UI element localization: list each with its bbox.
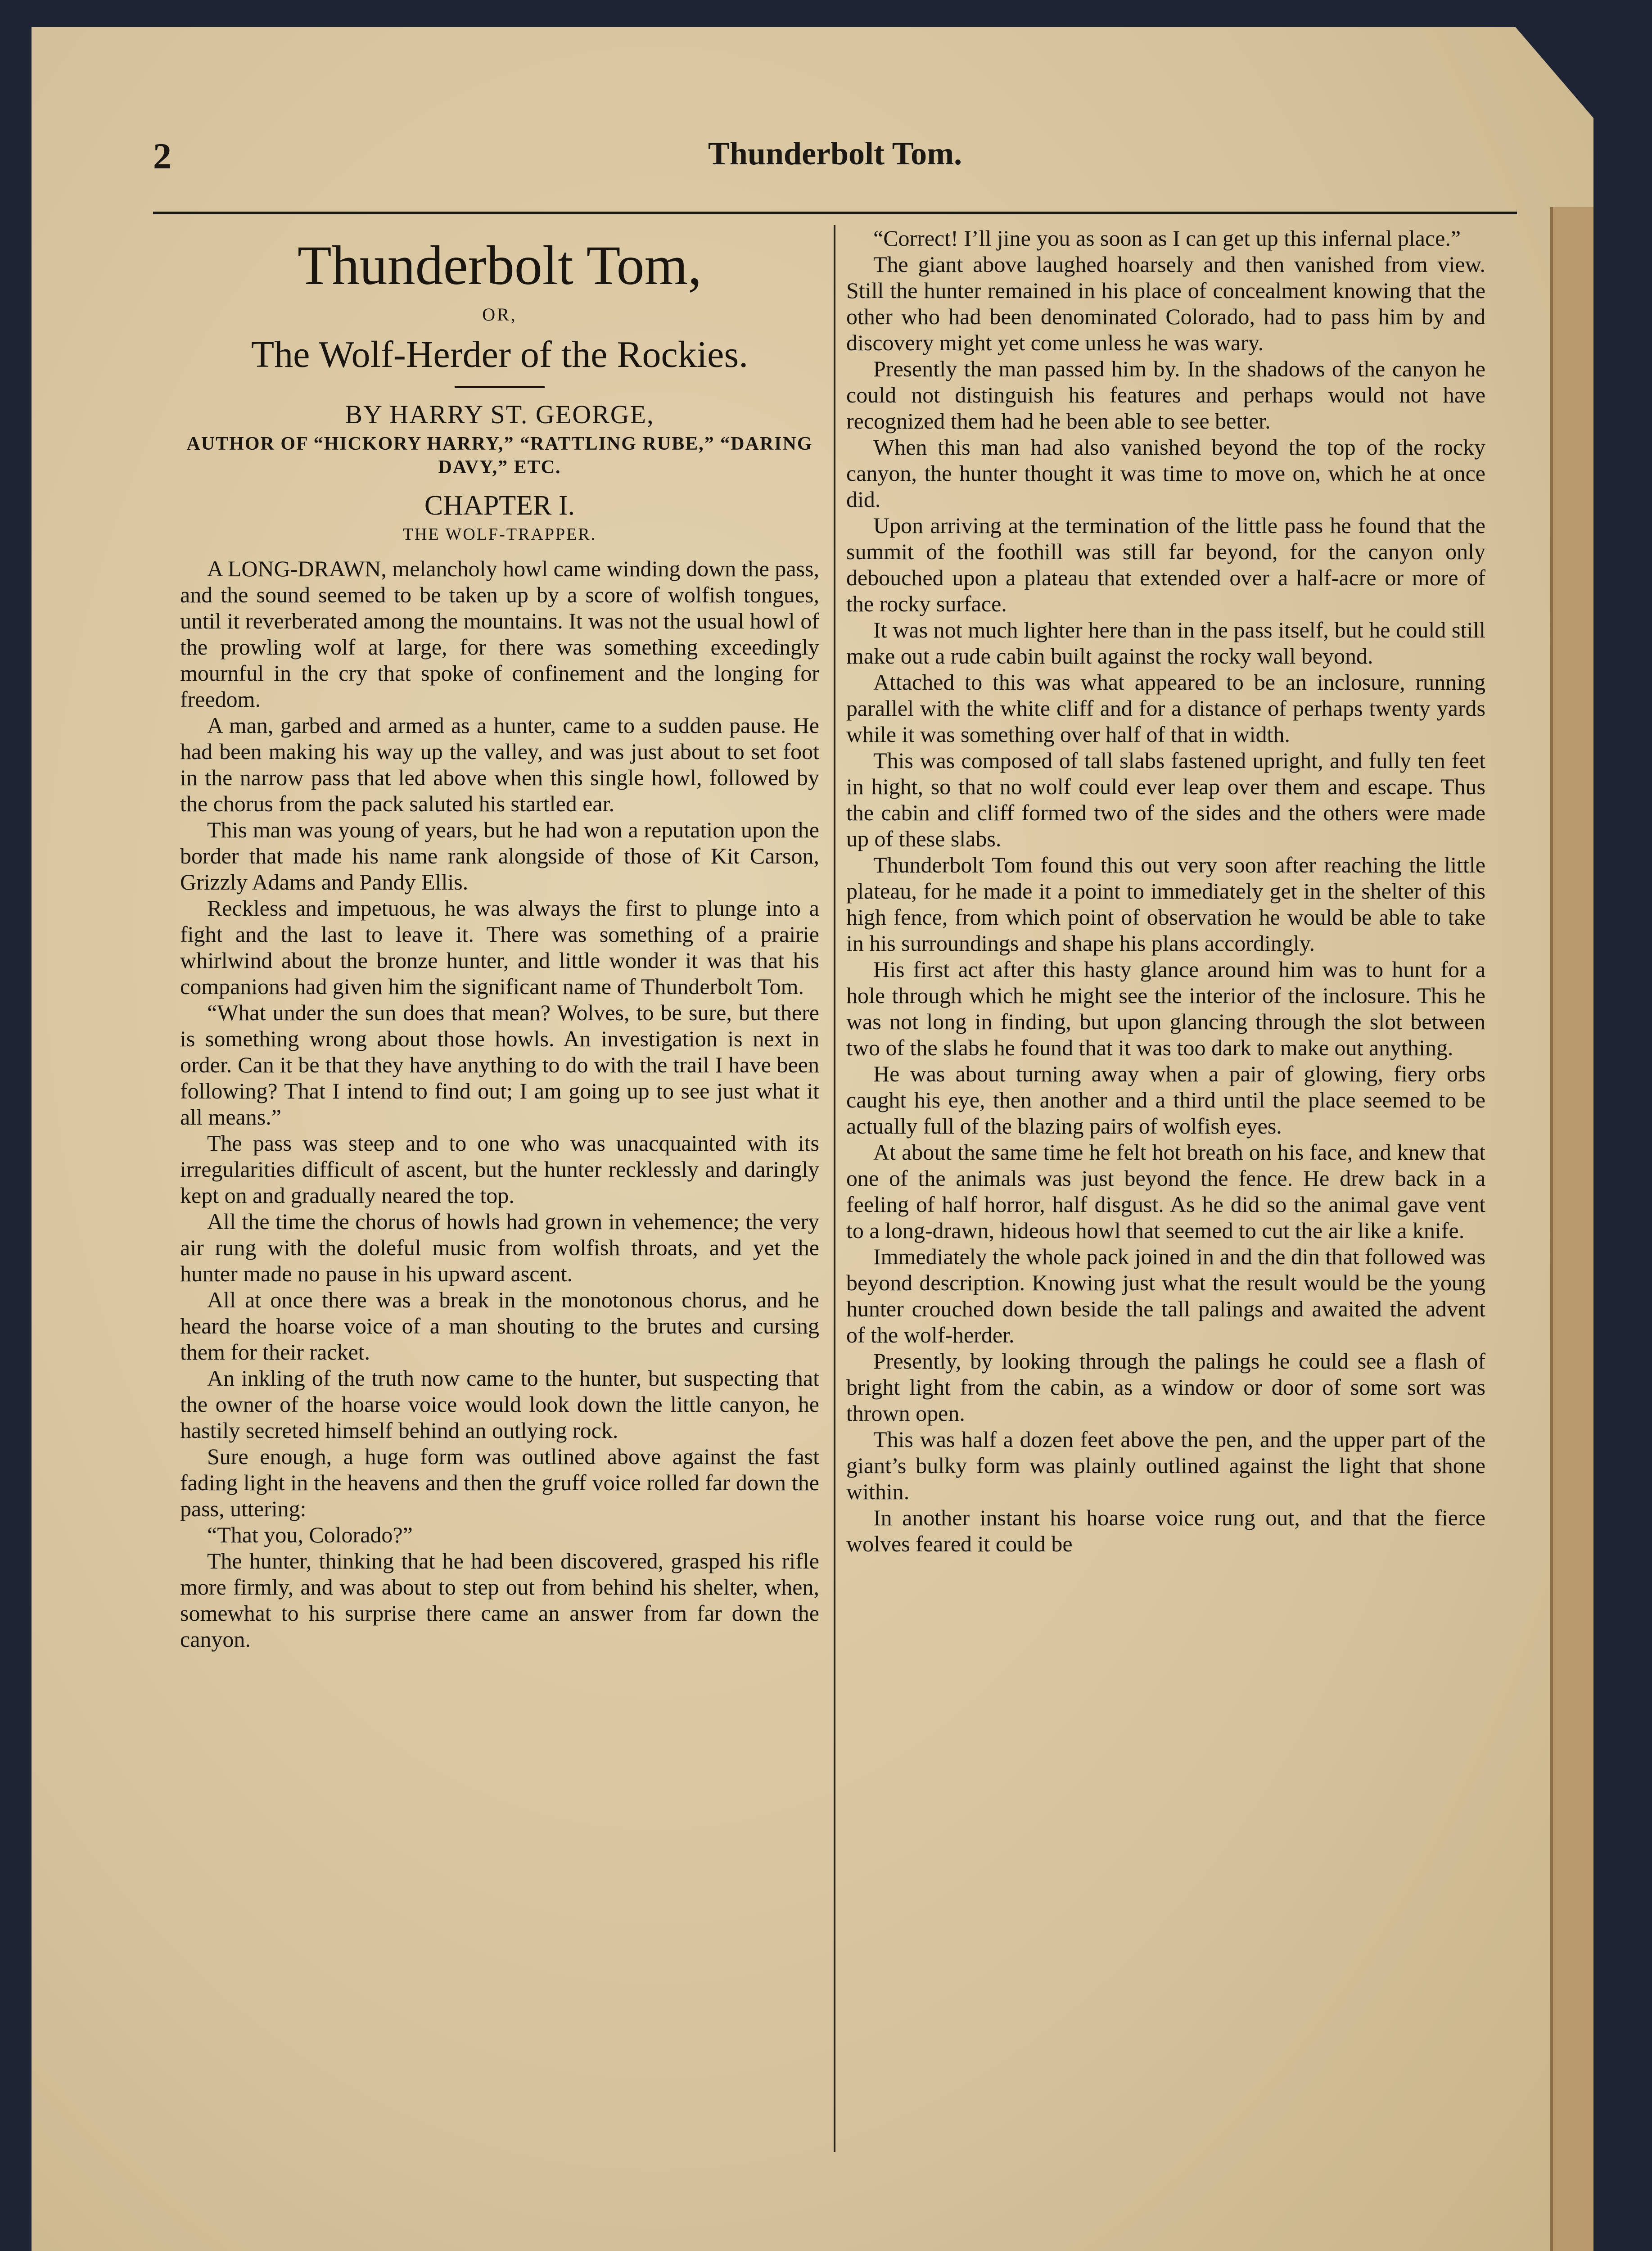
paragraph: Upon arriving at the termination of the little pass he found that the summit of the foothill was still far beyond, for the canyon only debouched upon a plateau that extended over a half-acre or more of the rocky surface. bbox=[846, 513, 1485, 616]
paragraph: An inkling of the truth now came to the hunter, but suspecting that the owner of the hoarse voice would look down the little canyon, he hastily secreted himself behind an outlying rock. bbox=[180, 1365, 819, 1443]
paragraph: In another instant his hoarse voice rung out, and that the fierce wolves feared it could be bbox=[846, 1505, 1485, 1556]
paragraph: This was composed of tall slabs fastened upright, and fully ten feet in hight, so that no wolf could ever leap over them and escape. Thus the cabin and cliff formed two of the sides and the others were made up of these slabs. bbox=[846, 748, 1485, 851]
chapter-heading: CHAPTER I. bbox=[424, 490, 575, 521]
adjacent-page-edge bbox=[1550, 207, 1593, 2251]
header-rule bbox=[153, 212, 1517, 214]
paragraph: At about the same time he felt hot breath on his face, and knew that one of the animals was just beyond the fence. He drew back in a feeling of half horror, half disgust. As he did so the animal gave vent to a long-drawn, hideous howl that seemed to cut the air like a knife. bbox=[846, 1139, 1485, 1243]
paragraph: He was about turning away when a pair of glowing, fiery orbs caught his eye, then another and a third until the place seemed to be actually full of the blazing pairs of wolfish eyes. bbox=[846, 1061, 1485, 1139]
story-title: Thunderbolt Tom, bbox=[297, 235, 702, 296]
left-paragraphs bbox=[180, 556, 819, 1652]
running-title: Thunderbolt Tom. bbox=[708, 136, 962, 172]
paragraph: Presently the man passed him by. In the shadows of the canyon he could not distinguish his features and perhaps would not have recognized them had he been able to see better. bbox=[846, 356, 1485, 434]
paragraph: Immediately the whole pack joined in and the din that followed was beyond description. Knowing just what the result would be the young hunter crouched down beside the tall palings and awaited the advent of the wolf-herder. bbox=[846, 1244, 1485, 1347]
paragraph: Presently, by looking through the palings he could see a flash of bright light from the cabin, as a window or door of some sort was thrown open. bbox=[846, 1348, 1485, 1426]
paragraph: When this man had also vanished beyond the top of the rocky canyon, the hunter thought it was time to move on, which he at once did. bbox=[846, 434, 1485, 512]
paragraph: “Correct! I’ll jine you as soon as I can get up this infernal place.” bbox=[873, 226, 1461, 251]
title-or: OR, bbox=[482, 304, 517, 325]
paragraph: Attached to this was what appeared to be an inclosure, running parallel with the white cliff and for a distance of perhaps twenty yards while it was something over half of that in width. bbox=[846, 669, 1485, 747]
byline: BY HARRY ST. GEORGE, bbox=[345, 400, 654, 429]
chapter-title: THE WOLF-TRAPPER. bbox=[402, 525, 597, 544]
paragraph: Thunderbolt Tom found this out very soon after reaching the little plateau, for he made it a point to immediately get in the shelter of this high fence, from which point of observation he would be able to take in his surroundings and shape his plans accordingly. bbox=[846, 852, 1485, 956]
paragraph: A LONG-DRAWN, melancholy howl came winding down the pass, and the sound seemed to be taken up by a score of wolfish tongues, until it reverberated among the mountains. It was not the usual howl of the prowling wolf at large, for there was something exceedingly mournful in the cry that spoke of confinement and the longing for freedom. bbox=[180, 556, 819, 712]
paragraph: “What under the sun does that mean? Wolves, to be sure, but there is something wrong about those howls. An investigation is next in order. Can it be that they have anything to do with the trail I have been following? That I intend to find out; I am going up to see just what it all means.” bbox=[180, 1000, 819, 1130]
left-column bbox=[180, 225, 819, 2152]
paragraph: All at once there was a break in the monotonous chorus, and he heard the hoarse voice of a man shouting to the brutes and cursing them for their racket. bbox=[180, 1287, 819, 1365]
column-divider bbox=[834, 225, 835, 2152]
paragraph: The hunter, thinking that he had been discovered, grasped his rifle more firmly, and was about to step out from behind his shelter, when, somewhat to his surprise there came an answer from far down the canyon. bbox=[180, 1548, 819, 1652]
right-paragraphs bbox=[846, 225, 1485, 1557]
paragraph: This man was young of years, but he had won a reputation upon the border that made his name rank alongside of those of Kit Carson, Grizzly Adams and Pandy Ellis. bbox=[180, 817, 819, 895]
paragraph: The pass was steep and to one who was unacquainted with its irregularities difficult of ascent, but the hunter recklessly and daringly kept on and gradually neared the top. bbox=[180, 1130, 819, 1208]
paragraph: His first act after this hasty glance around him was to hunt for a hole through which he might see the interior of the inclosure. This he was not long in finding, but upon glancing through the slot between two of the slabs he found that it was too dark to make out anything. bbox=[846, 957, 1485, 1060]
page-number: 2 bbox=[153, 136, 172, 176]
paragraph: This was half a dozen feet above the pen, and the upper part of the giant’s bulky form was plainly outlined against the light that shone within. bbox=[846, 1427, 1485, 1504]
paragraph: The giant above laughed hoarsely and then vanished from view. Still the hunter remained in his place of concealment knowing that the other who had been denominated Colorado, had to pass him by and discovery might yet come unless he was wary. bbox=[846, 252, 1485, 355]
paragraph: “That you, Colorado?” bbox=[207, 1522, 413, 1547]
paragraph: All the time the chorus of howls had grown in vehemence; the very air rung with the doleful music from wolfish throats, and yet the hunter made no pause in his upward ascent. bbox=[180, 1209, 819, 1286]
right-column bbox=[846, 225, 1485, 2152]
story-subtitle: The Wolf-Herder of the Rockies. bbox=[251, 334, 749, 375]
paragraph: A man, garbed and armed as a hunter, came to a sudden pause. He had been making his way up the valley, and was just about to set foot in the narrow pass that led above when this single howl, followed by the chorus from the pack saluted his startled ear. bbox=[180, 713, 819, 816]
title-divider bbox=[455, 386, 545, 388]
paragraph: Reckless and impetuous, he was always the first to plunge into a fight and the last to leave it. There was something of a prairie whirlwind about the bronze hunter, and little wonder it was that his companions had given him the significant name of Thunderbolt Tom. bbox=[180, 895, 819, 999]
paragraph: It was not much lighter here than in the pass itself, but he could still make out a rude cabin built against the rocky wall beyond. bbox=[846, 617, 1485, 669]
paragraph: Sure enough, a huge form was outlined above against the fast fading light in the heavens and then the gruff voice rolled far down the pass, uttering: bbox=[180, 1444, 819, 1521]
author-credits: AUTHOR OF “HICKORY HARRY,” “RATTLING RUBE,” “DARING DAVY,” ETC. bbox=[186, 434, 813, 478]
page-header bbox=[153, 135, 1517, 185]
